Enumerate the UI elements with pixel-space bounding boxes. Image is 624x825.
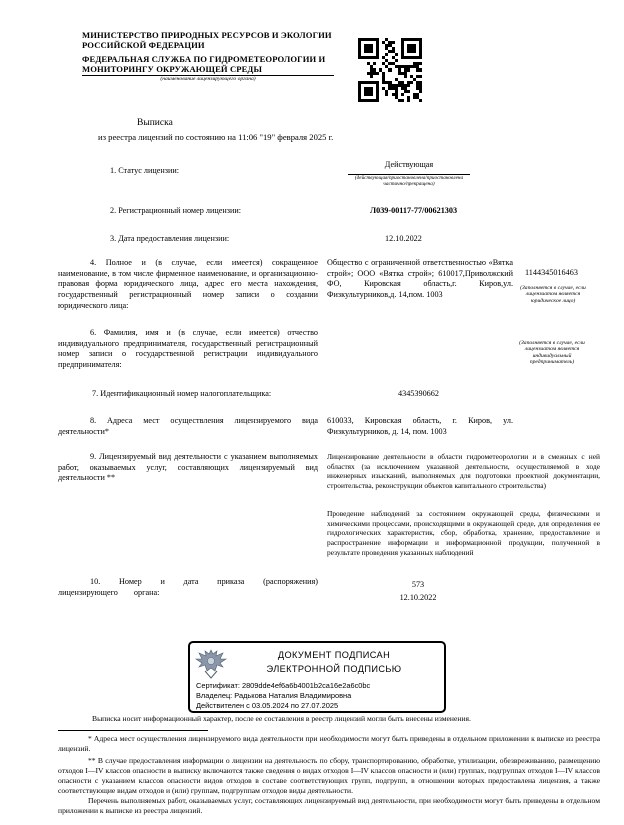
addr-label: 8. Адреса мест осуществления лицензируемого вида деятельности* <box>58 416 318 436</box>
entity-label: 4. Полное и (в случае, если имеется) сокращенное наименование, в том числе фирменное наименование, и организационно-правовая форма юридического лица, адрес его места нахождения, государственный регистрационный номер записи о создании юридического лица: <box>58 258 318 310</box>
signature-owner: Владелец: Радькова Наталия Владимировна <box>196 691 352 700</box>
order-label: 10. Номер и дата приказа (распоряжения) лицензирующего органа: <box>58 577 318 597</box>
footnote-3: Перечень выполняемых работ, оказываемых услуг, составляющих лицензируемый вид деятельности, при необходимости могут быть приведены в отдельном приложении к выписке из реестра лицензий. <box>58 796 600 815</box>
order-number: 573 <box>411 580 425 589</box>
status-label: 1. Статус лицензии: <box>110 166 180 175</box>
disclaimer: Выписка носит информационный характер, после ее составления в реестр лицензий могли быть внесены изменения. <box>92 714 471 723</box>
entity-ogrn: 1144345016463 <box>525 268 578 277</box>
entity-value: Общество с ограниченной ответственностью «Вятка строй»; ООО «Вятка строй»; 610017,Приволжский ФО, Кировская область,г. Киров,ул. Физкультурников,д. 14,пом. 1003 <box>327 258 513 299</box>
signature-line-1: ДОКУМЕНТ ПОДПИСАН <box>277 650 391 660</box>
footnote-2: ** В случае предоставления информации о лицензии на деятельность по сбору, транспортированию, обработке, утилизации, обезвреживанию, размещению отходов I—IV классов опасности в выписку включаются также сведения о видах отходов I—IV классов опасности и (или) группах, подгруппах отходов I—IV классов опасности с указанием классов опасности видов отходов в составе соответствующих групп, подгрупп, в отношении которых предоставлена лицензия, а также соответствующие видам отходов и (или) группам, подгруппам отходов виды деятельности. <box>58 756 600 795</box>
signature-stamp <box>188 641 446 713</box>
document-subtitle: из реестра лицензий по состоянию на 11:06 "19" февраля 2025 г. <box>98 132 334 142</box>
addr-value: 610033, Кировская область, г. Киров, ул. Физкультурников, д. 14, пом. 1003 <box>327 416 513 436</box>
qr-code-icon <box>358 38 422 102</box>
date-value: 12.10.2022 <box>385 234 422 243</box>
document-title: Выписка <box>137 118 173 128</box>
inn-label: 7. Идентификационный номер налогоплательщика: <box>92 389 272 398</box>
signature-certificate: Сертификат: 2809dde4ef6a6b4001b2ca16e2a6c0bc <box>196 681 371 690</box>
order-date: 12.10.2022 <box>399 593 437 602</box>
eagle-emblem-icon <box>193 647 229 681</box>
signature-valid: Действителен с 03.05.2024 по 27.07.2025 <box>196 701 339 710</box>
reg-value: Л039-00117-77/00621303 <box>370 206 458 215</box>
footnote-1: * Адреса мест осуществления лицензируемого вида деятельности при необходимости могут быть приведены в отдельном приложении к выписке из реестра лицензий. <box>58 734 600 753</box>
organ-caption: (наименование лицензирующего органа) <box>160 76 256 82</box>
footnote-divider <box>58 730 208 731</box>
ministry-name: МИНИСТЕРСТВО ПРИРОДНЫХ РЕСУРСОВ И ЭКОЛОГИИ РОССИЙСКОЙ ФЕДЕРАЦИИ <box>82 30 332 50</box>
date-label: 3. Дата предоставления лицензии: <box>110 234 230 243</box>
activity-value-1: Лицензирование деятельности в области гидрометеорологии и в смежных с ней областях (за исключением указанной деятельности, осуществляемой в ходе инженерных изысканий, выполняемых для подготовки проектной документации, строительства, реконструкции объектов капитального строительства) <box>327 452 600 490</box>
status-caption: (действующая/приостановлена/приостановлена частично/прекращена) <box>354 175 464 187</box>
activity-value-2: Проведение наблюдений за состоянием окружающей среды, физическими и химическими процессами, происходящими в окружающей среде, для определения ее гидрологических характеристик, сбор, обработка, хранение, предоставление и распространение информации и информационной продукции, полученной в результате проведения указанных наблюдений <box>327 509 600 557</box>
ip-label: 6. Фамилия, имя и (в случае, если имеется) отчество индивидуального предпринимателя, государственный регистрационный номер записи о государственной регистрации индивидуального предпринимателя: <box>58 328 318 369</box>
entity-note: (Заполняется в случае, если лицензиатом является юридическое лицо) <box>520 285 586 304</box>
reg-label: 2. Регистрационный номер лицензии: <box>110 206 242 215</box>
status-value: Действующая <box>384 160 434 169</box>
inn-value: 4345390662 <box>398 389 439 398</box>
ip-note: (Заполняется в случае, если лицензиатом является индивидуальный предприниматель) <box>519 340 585 366</box>
service-name: ФЕДЕРАЛЬНАЯ СЛУЖБА ПО ГИДРОМЕТЕОРОЛОГИИ И МОНИТОРИНГУ ОКРУЖАЮЩЕЙ СРЕДЫ <box>82 54 326 74</box>
signature-line-2: ЭЛЕКТРОННОЙ ПОДПИСЬЮ <box>266 664 402 674</box>
activity-label: 9. Лицензируемый вид деятельности с указанием выполняемых работ, оказываемых услуг, составляющих лицензируемый вид деятельности ** <box>58 452 318 483</box>
